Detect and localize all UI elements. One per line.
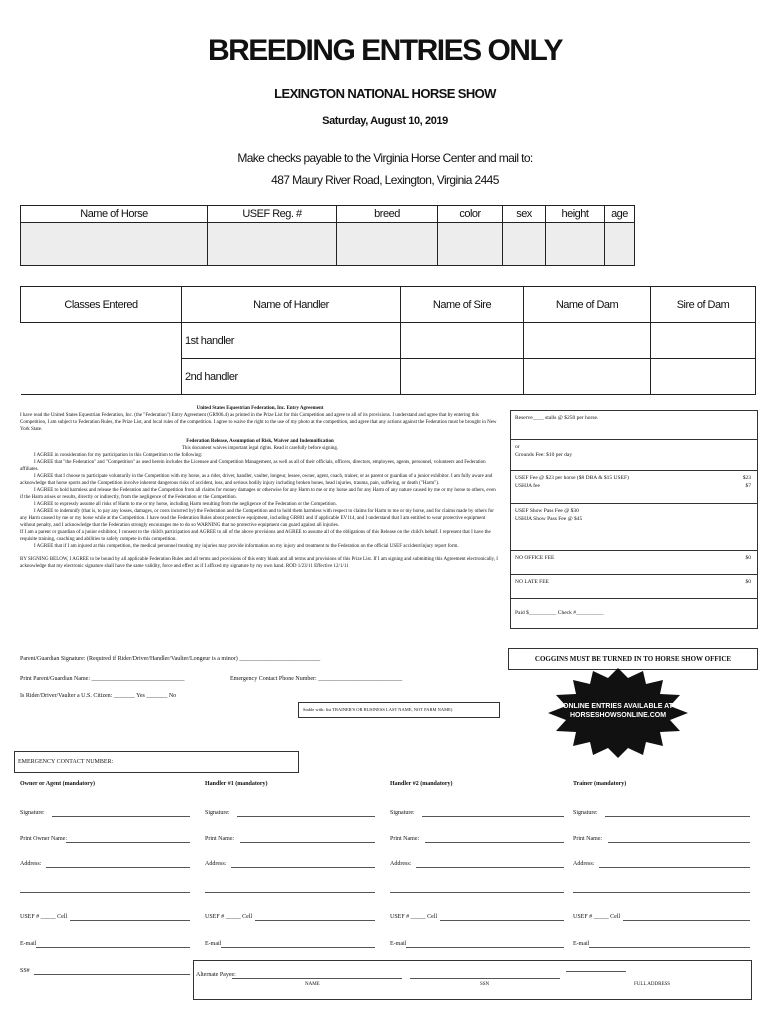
email-line[interactable] (36, 946, 190, 948)
online-line-1: ONLINE ENTRIES AVAILABLE AT (563, 703, 673, 710)
ushja-show-pass: USHJA Show Pass Fee @ $45 (515, 516, 583, 522)
mailing-address: 487 Maury River Road, Lexington, Virginia 2445 (271, 173, 499, 187)
class-cell[interactable] (21, 359, 182, 395)
address-line-2[interactable] (20, 891, 190, 893)
print-parent-line[interactable]: Print Parent/Guardian Name: _______________________________ (20, 676, 185, 682)
col-name-of-sire: Name of Sire (401, 287, 524, 323)
usef-reg-field[interactable] (208, 223, 337, 266)
print-name-label: Print Name: (573, 836, 603, 842)
address-line[interactable] (599, 866, 750, 868)
col-breed: breed (337, 206, 438, 223)
address-line[interactable] (46, 866, 190, 868)
horse-info-table (20, 205, 635, 266)
agreement-paragraph: I AGREE to hold harmless and release the Federation and the Competition from all claims for money damages or otherwise for any Harm to me or my horse and for any Harm of any nature caused by me or my horse to others, even if the Harm arises or results, directly or indirectly, from the negligence of the Federation or the Competition. (20, 488, 496, 500)
ssn-caption: SSN (480, 982, 490, 987)
address-line-2[interactable] (390, 891, 564, 893)
print-name-line[interactable] (66, 841, 190, 843)
fee-row (511, 551, 757, 575)
agreement-paragraph: If I am a parent or guardian of a junior exhibitor, I consent to the child's participation and AGREE to all of the above provisions and AGREE to assume all of the obligations of this Release on the child's behalf. I represent that I have the requisite training, coaching and abilities to safely compete in this competition. (20, 530, 491, 542)
show-date: Saturday, August 10, 2019 (322, 115, 448, 127)
alternate-payee-box (193, 960, 752, 1000)
email-line[interactable] (221, 946, 375, 948)
sire-of-dam-field[interactable] (651, 359, 756, 395)
print-name-label: Print Name: (205, 836, 235, 842)
ssn-line[interactable] (34, 973, 190, 975)
agreement-paragraph: I have read the United States Equestrian Federation, Inc. (the "Federation") Entry Agreement (GR906.4) as printed in the Prize List for this Competition and agree to all of its provisions. I understand and agree that by entering this Competition, I am subject to Federation Rules, the Prize List, and local rules of the competition. I agree to waive the right to the use of my photo at the competition, and agree that any actions against the Federation must be brought in New York State. (20, 413, 497, 432)
handler1-column-head: Handler #1 (mandatory) (205, 781, 268, 787)
col-name-of-dam: Name of Dam (524, 287, 651, 323)
signature-line[interactable] (52, 815, 190, 817)
stable-with-field[interactable]: Stable with: list TRAINER'S OR BUSINESS LAST NAME, NOT FARM NAME) (298, 702, 500, 718)
address-label: Address: (20, 861, 42, 867)
print-name-line[interactable] (608, 841, 750, 843)
usef-cell-label: USEF # _____ Cell (573, 914, 621, 920)
fee-row (511, 471, 757, 504)
page-title: BREEDING ENTRIES ONLY (207, 34, 563, 67)
alternate-payee-label: Alternate Payee: (196, 972, 236, 978)
col-usef-reg: USEF Reg. # (208, 206, 337, 223)
agreement-paragraph: I AGREE in consideration for my participation in this Competition to the following: (34, 453, 203, 458)
fee-amount: $23 (742, 475, 751, 481)
signature-line[interactable] (237, 815, 375, 817)
parent-signature-line[interactable]: Parent/Guardian Signature: (Required if Rider/Driver/Handler/Vaulter/Longeur is a minor) ___________________________ (20, 656, 321, 662)
email-label: E-mail (390, 941, 407, 947)
col-name-of-handler: Name of Handler (182, 287, 401, 323)
cell-line[interactable] (623, 919, 750, 921)
agreement-paragraph: I AGREE that I choose to participate voluntarily in the Competition with my horse, as a rider, driver, handler, vaulter, longeur, lessee, owner, agent, coach, trainer, or as parent or guardian of a junior exhibitor. I am fully aware and acknowledge that horse sports and the Competition involve inherent dangerous risks of accident, loss, and serious bodily injury including broken bones, head injuries, trauma, pain, suffering, or death ("Harm"). (20, 474, 493, 486)
full-address-caption: FULL ADDRESS (634, 982, 671, 987)
fee-row (511, 504, 757, 551)
fee-row (511, 440, 757, 471)
address-line-2[interactable] (573, 891, 750, 893)
email-line[interactable] (589, 946, 750, 948)
address-label: Address: (205, 861, 227, 867)
address-line[interactable] (416, 866, 564, 868)
agreement-title: United States Equestrian Federation, Inc. Entry Agreement (196, 406, 324, 411)
height-field[interactable] (546, 223, 605, 266)
sex-field[interactable] (503, 223, 546, 266)
agreement-paragraph: BY SIGNING BELOW, I AGREE to be bound by all applicable Federation Rules and all terms and provisions of this entry blank and all terms and provisions of this Prize List. If I am signing and submitting this Agreement electronically, I acknowledge that my electronic signature shall have the same validity, force and effect as if I affixed my signature by my own hand. ROD 1/23/11 Effective 12/1/11 (20, 557, 498, 569)
fees-box (510, 410, 758, 629)
release-title: Federation Release, Assumption of Risk, Waiver and Indemnification (186, 439, 334, 444)
signature-label: Signature: (390, 810, 415, 816)
late-fee: NO LATE FEE (515, 579, 549, 585)
print-owner-label: Print Owner Name: (20, 836, 67, 842)
citizen-question[interactable]: Is Rider/Driver/Vaulter a U.S. Citizen: _______ Yes _______ No (20, 693, 177, 699)
print-name-line[interactable] (425, 841, 564, 843)
breed-field[interactable] (337, 223, 438, 266)
online-line-2: HORSESHOWSONLINE.COM (569, 712, 667, 719)
paid-check: Paid $__________ Check #__________ (515, 610, 604, 616)
horse-name-field[interactable] (21, 223, 208, 266)
class-entry-table (20, 286, 756, 395)
fee-amount: $0 (745, 555, 751, 561)
col-height: height (546, 206, 605, 223)
usef-cell-label: USEF # _____ Cell (390, 914, 438, 920)
cell-line[interactable] (440, 919, 564, 921)
or-label: or (515, 444, 520, 450)
agreement-paragraph: I AGREE to expressly assume all risks of Harm to me or my horse, including Harm resulting from the negligence of the Federation or the Competition. (34, 502, 337, 507)
print-name-line[interactable] (240, 841, 375, 843)
fee-amount: $7 (745, 483, 751, 489)
cell-line[interactable] (255, 919, 375, 921)
col-age: age (605, 206, 635, 223)
col-color: color (438, 206, 503, 223)
handler2-column-head: Handler #2 (mandatory) (390, 781, 453, 787)
col-sire-of-dam: Sire of Dam (651, 287, 756, 323)
online-entries-text[interactable] (548, 702, 688, 720)
agreement-paragraph: I AGREE that if I am injured at this competition, the medical personnel treating my injuries may provide information on my injury and treatment to the Federation on the official USEF accident/injury report form. (34, 544, 459, 549)
usef-show-pass: USEF Show Pass Fee @ $30 (515, 508, 579, 514)
release-subtitle: This document waives important legal rights. Read it carefully before signing. (181, 446, 339, 451)
office-fee: NO OFFICE FEE (515, 555, 555, 561)
usef-cell-label: USEF # _____ Cell (20, 914, 68, 920)
coggins-notice: COGGINS MUST BE TURNED IN TO HORSE SHOW OFFICE (508, 648, 758, 670)
cell-line[interactable] (70, 919, 190, 921)
ushja-fee: USHJA fee (515, 483, 540, 489)
fee-row (511, 575, 757, 599)
sire-of-dam-field[interactable] (651, 323, 756, 359)
signature-line[interactable] (605, 815, 750, 817)
address-line[interactable] (231, 866, 375, 868)
emergency-phone-line[interactable]: Emergency Contact Phone Number: ____________________________ (230, 676, 403, 682)
first-handler-label: 1st handler (182, 323, 401, 359)
payment-instructions: Make checks payable to the Virginia Horse Center and mail to: (237, 151, 533, 165)
col-sex: sex (503, 206, 546, 223)
sire-field[interactable] (401, 323, 524, 359)
dam-field[interactable] (524, 323, 651, 359)
email-label: E-mail (205, 941, 222, 947)
email-line[interactable] (406, 946, 564, 948)
payee-address-line[interactable] (566, 970, 626, 972)
email-label: E-mail (20, 941, 37, 947)
trainer-column-head: Trainer (mandatory) (573, 781, 627, 787)
col-classes-entered: Classes Entered (21, 287, 182, 323)
payee-ssn-line[interactable] (410, 977, 560, 979)
print-name-label: Print Name: (390, 836, 420, 842)
signature-label: Signature: (20, 810, 45, 816)
address-label: Address: (390, 861, 412, 867)
payee-name-line[interactable] (232, 977, 402, 979)
grounds-fee: Grounds Fee: $10 per day (515, 452, 573, 458)
usef-cell-label: USEF # _____ Cell (205, 914, 253, 920)
dam-field[interactable] (524, 359, 651, 395)
second-handler-label: 2nd handler (182, 359, 401, 395)
owner-column-head: Owner or Agent (mandatory) (20, 781, 95, 787)
usef-fee: USEF Fee @ $23 per horse ($8 DBA & $15 USEF) (515, 475, 629, 481)
email-label: E-mail (573, 941, 590, 947)
class-cell[interactable] (21, 323, 182, 359)
address-line-2[interactable] (205, 891, 375, 893)
stall-reserve: Reserve____ stalls @ $250 per horse. (515, 415, 599, 421)
ssn-label: SS# (20, 968, 30, 974)
name-caption: NAME (305, 982, 320, 987)
signature-label: Signature: (205, 810, 230, 816)
agreement-paragraph: I AGREE that "the Federation" and "Competition" as used herein includes the Licensee and Competition Management, as well as all of their officials, officers, directors, employees, agents, personnel, volunteers and Federation affiliates. (20, 460, 486, 472)
sire-field[interactable] (401, 359, 524, 395)
color-field[interactable] (438, 223, 503, 266)
fee-row (511, 599, 757, 628)
col-name-of-horse: Name of Horse (21, 206, 208, 223)
address-label: Address: (573, 861, 595, 867)
fee-row (511, 411, 757, 440)
agreement-paragraph: I AGREE to indemnify (that is, to pay any losses, damages, or costs incurred by) the Federation and the Competition and to hold them harmless with respect to claims for Harm to me or my horse, and for claims made by others for any Harm caused by me or my horse while at the Competition. I have read the Federation Rules about protective equipment, including GR801 and if applicable EV114, and I understand that I am entitled to wear protective equipment without penalty, and I acknowledge that the Federation strongly encourages me to do so WARNING that no protective equipment can guard against all injuries. (20, 509, 494, 528)
age-field[interactable] (605, 223, 635, 266)
fee-amount: $0 (745, 579, 751, 585)
emergency-contact-field[interactable]: EMERGENCY CONTACT NUMBER: (14, 751, 299, 773)
signature-label: Signature: (573, 810, 598, 816)
entry-agreement (20, 405, 500, 570)
show-name: LEXINGTON NATIONAL HORSE SHOW (274, 86, 496, 101)
signature-line[interactable] (422, 815, 564, 817)
